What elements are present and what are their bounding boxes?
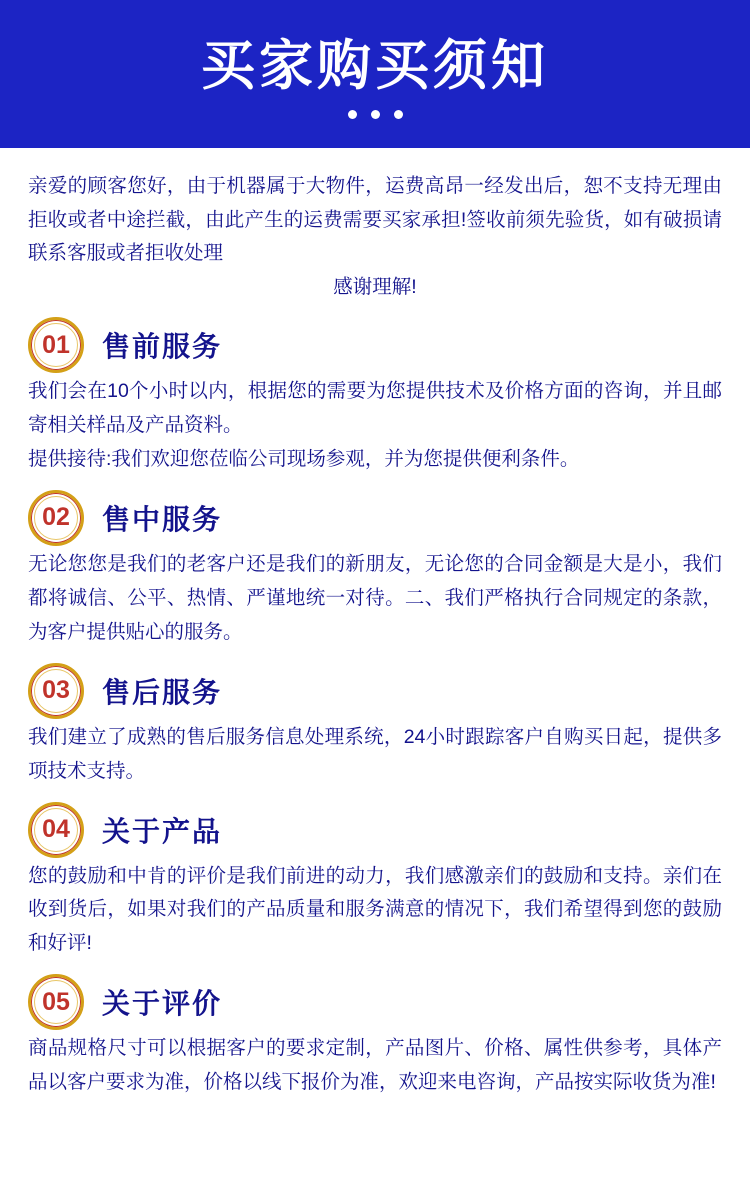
page-header [0,0,750,148]
intro-paragraph [28,170,722,304]
section-body: 无论您您是我们的老客户还是我们的新朋友，无论您的合同金额是大是小，我们都将诚信、公平、热情、严谨地统一对待。二、我们严格执行合同规定的条款，为客户提供贴心的服务。 [28,552,722,643]
section-title: 售中服务 [102,503,223,535]
content-panel [0,148,750,1200]
section-number-badge [28,490,84,546]
section-title: 售前服务 [102,331,223,363]
section-number: 04 [42,815,70,843]
section-body: 我们会在10个小时以内，根据您的需要为您提供技术及价格方面的咨询，并且邮寄相关样品及产品资料。 提供接待:我们欢迎您莅临公司现场参观，并为您提供便利条件。 [28,380,722,470]
intro-closing: 感谢理解! [333,275,417,298]
section-01 [28,317,722,477]
decorative-dots [348,110,403,119]
section-title: 关于评价 [102,988,223,1020]
section-body: 我们建立了成熟的售后服务信息处理系统，24小时跟踪客户自购买日起，提供多项技术支持。 [28,725,722,782]
section-number-badge [28,317,84,373]
section-number-badge [28,974,84,1030]
section-number: 05 [42,987,70,1016]
section-01-head [28,317,722,373]
section-title: 关于产品 [102,815,223,847]
dot-icon [371,110,380,119]
dot-icon [394,110,403,119]
section-05-head [28,974,722,1030]
page-title: 买家购买须知 [201,35,549,96]
section-number-badge [28,663,84,719]
section-number-badge [28,802,84,858]
section-number: 03 [42,676,70,705]
dot-icon [348,110,357,119]
section-number: 01 [42,330,70,359]
section-03-head [28,663,722,719]
section-title: 售后服务 [102,676,223,708]
section-body: 您的鼓励和中肯的评价是我们前进的动力，我们感激亲们的鼓励和支持。亲们在收到货后，如果对我们的产品质量和服务满意的情况下，我们希望得到您的鼓励和好评! [28,864,722,955]
section-02-head [28,490,722,546]
section-number: 02 [42,503,70,532]
section-04 [28,802,722,962]
section-body: 商品规格尺寸可以根据客户的要求定制，产品图片、价格、属性供参考，具体产品以客户要求为准，价格以线下报价为准，欢迎来电咨询，产品按实际收货为准! [28,1037,722,1094]
section-02 [28,490,722,650]
section-03 [28,663,722,789]
section-04-head [28,802,722,858]
section-05 [28,974,722,1100]
intro-text: 亲爱的顾客您好，由于机器属于大物件，运费高昂一经发出后，恕不支持无理由拒收或者中途拦截，由此产生的运费需要买家承担!签收前须先验货，如有破损请联系客服或者拒收处理 [28,175,722,265]
